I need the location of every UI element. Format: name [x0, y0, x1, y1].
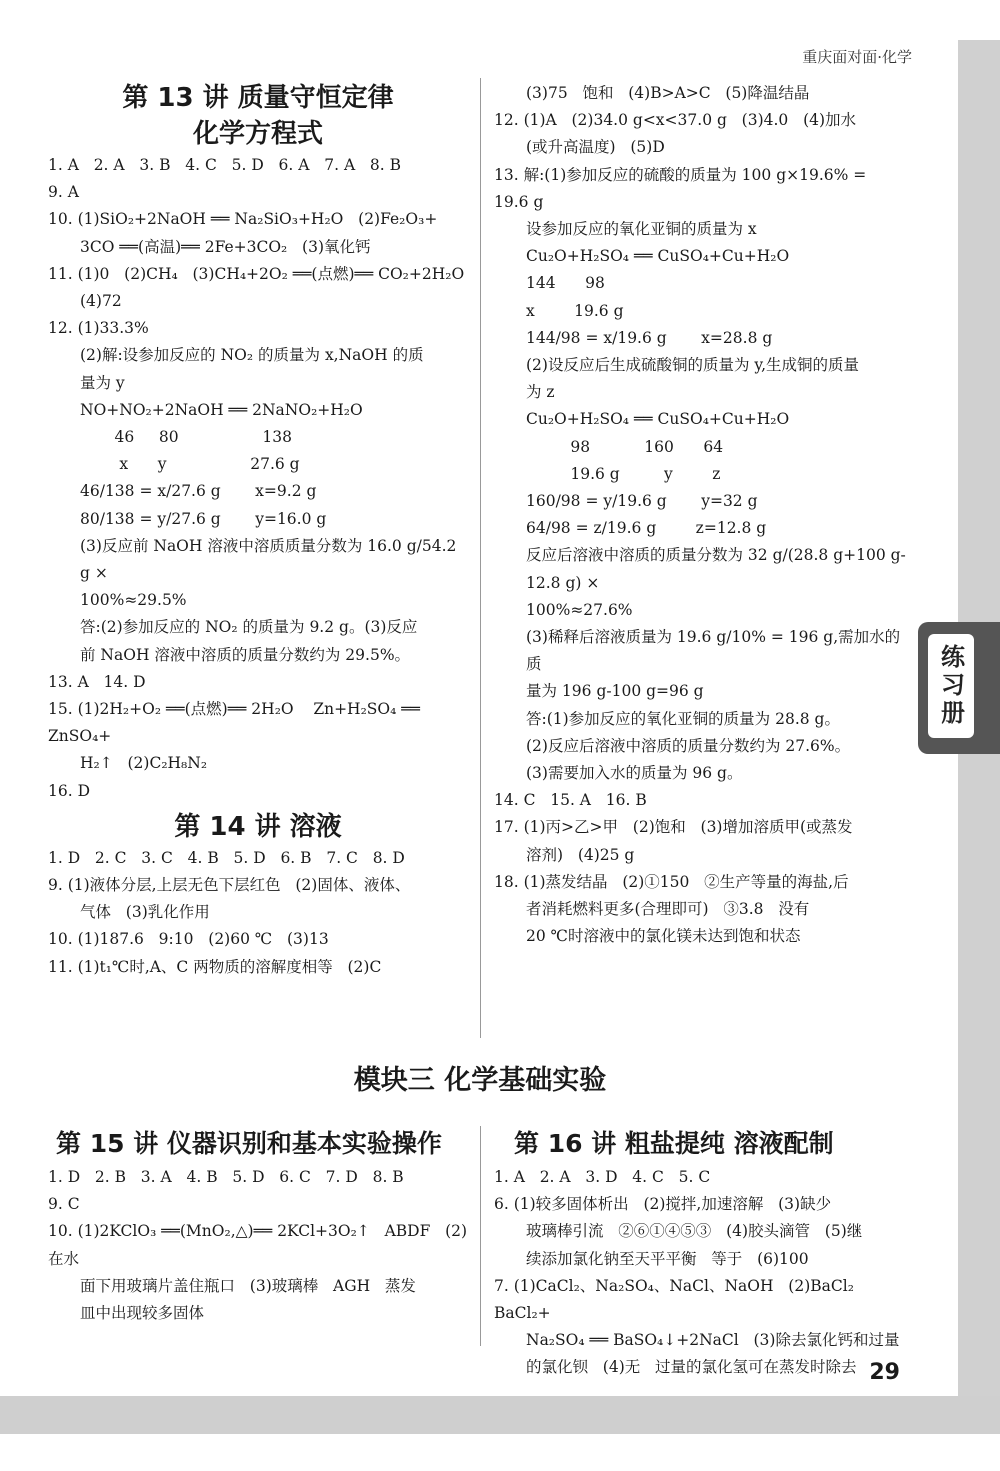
- answer-line: 18. (1)蒸发结晶 (2)①150 ②生产等量的海盐,后: [494, 872, 849, 891]
- answer-line: Cu₂O+H₂SO₄ ══ CuSO₄+Cu+H₂O: [526, 247, 790, 266]
- section-tab: [918, 622, 1000, 754]
- right-column: [494, 80, 914, 951]
- answer-line: 80/138 = y/27.6 g y=16.0 g: [80, 509, 327, 528]
- answer-line: 13. 解:(1)参加反应的硫酸的质量为 100 g×19.6% =: [494, 165, 867, 184]
- lesson-13-subtitle: 化学方程式: [192, 119, 323, 149]
- answer-line: 20 ℃时溶液中的氯化镁未达到饱和状态: [526, 927, 801, 946]
- answer-line: 9. A: [48, 183, 79, 202]
- answer-line: (4)72: [80, 292, 122, 311]
- answer-line: x y 27.6 g: [80, 455, 300, 474]
- lesson-16-title: 第 16 讲 粗盐提纯 溶液配制: [514, 1129, 834, 1158]
- running-header: 重庆面对面·化学: [802, 48, 912, 66]
- answer-line: 17. (1)丙>乙>甲 (2)饱和 (3)增加溶质甲(或蒸发: [494, 818, 853, 837]
- answer-line: 1. A 2. A 3. D 4. C 5. C: [494, 1168, 711, 1186]
- answer-line: 玻璃棒引流 ②⑥①④⑤③ (4)胶头滴管 (5)继: [526, 1222, 863, 1241]
- answer-line: 100%≈29.5%: [80, 591, 187, 610]
- left-column: [48, 80, 468, 981]
- answer-line: 144 98: [526, 274, 605, 293]
- answer-line: 皿中出现较多固体: [80, 1304, 205, 1323]
- answer-line: 6. (1)较多固体析出 (2)搅拌,加速溶解 (3)缺少: [494, 1195, 832, 1214]
- continued-answers: [494, 80, 914, 951]
- section-tab-label: 练习册: [936, 644, 965, 728]
- answer-line: Cu₂O+H₂SO₄ ══ CuSO₄+Cu+H₂O: [526, 410, 790, 429]
- answer-line: 设参加反应的氧化亚铜的质量为 x: [526, 220, 757, 239]
- answer-line: (2)解:设参加反应的 NO₂ 的质量为 x,NaOH 的质: [80, 346, 424, 365]
- answer-line: 13. A 14. D: [48, 672, 146, 691]
- answer-line: 为 z: [526, 383, 555, 402]
- answer-line: 12. (1)A (2)34.0 g<x<37.0 g (3)4.0 (4)加水: [494, 111, 857, 130]
- answer-line: (或升高温度) (5)D: [526, 138, 665, 157]
- answer-line: 64/98 = z/19.6 g z=12.8 g: [526, 519, 767, 538]
- answer-line: 15. (1)2H₂+O₂ ══(点燃)══ 2H₂O Zn+H₂SO₄ ══ ZnSO₄+: [48, 700, 425, 746]
- answer-line: 98 160 64: [526, 437, 724, 456]
- answer-line: 答:(1)参加反应的氧化亚铜的质量为 28.8 g。: [526, 709, 840, 728]
- answer-line: 1. D 2. B 3. A 4. B 5. D 6. C 7. D 8. B: [48, 1168, 404, 1186]
- answer-line: x 19.6 g: [526, 301, 624, 320]
- answer-line: 10. (1)187.6 9:10 (2)60 ℃ (3)13: [48, 930, 329, 949]
- answer-line: 46 80 138: [80, 428, 292, 447]
- answer-line: 答:(2)参加反应的 NO₂ 的质量为 9.2 g。(3)反应: [80, 618, 418, 637]
- lesson-15-answers: [48, 1164, 468, 1327]
- answer-line: 144/98 = x/19.6 g x=28.8 g: [526, 328, 773, 347]
- lesson-13-answers: [48, 152, 468, 805]
- lesson-16-column: [494, 1164, 914, 1382]
- answer-line: (3)75 饱和 (4)B>A>C (5)降温结晶: [526, 84, 810, 102]
- answer-line: 者消耗燃料更多(合理即可) ③3.8 没有: [526, 900, 810, 919]
- answer-line: 的氯化钡 (4)无 过量的氯化氢可在蒸发时除去: [526, 1358, 857, 1377]
- answer-line: 前 NaOH 溶液中溶质的质量分数约为 29.5%。: [80, 645, 411, 664]
- answer-line: 14. C 15. A 16. B: [494, 791, 647, 810]
- answer-line: 11. (1)0 (2)CH₄ (3)CH₄+2O₂ ══(点燃)══ CO₂+2H₂O: [48, 264, 465, 283]
- lesson-14-title: 第 14 讲 溶液: [174, 811, 342, 842]
- answer-line: 面下用玻璃片盖住瓶口 (3)玻璃棒 AGH 蒸发: [80, 1276, 416, 1295]
- answer-line: 16. D: [48, 781, 91, 800]
- page-number: 29: [869, 1360, 900, 1385]
- answer-line: 1. A 2. A 3. B 4. C 5. D 6. A 7. A 8. B: [48, 156, 402, 174]
- answer-line: H₂↑ (2)C₂H₈N₂: [80, 754, 208, 773]
- lesson-15-column: [48, 1164, 468, 1327]
- answer-line: 100%≈27.6%: [526, 600, 633, 619]
- column-divider: [480, 78, 481, 1038]
- answer-line: 3CO ══(高温)══ 2Fe+3CO₂ (3)氧化钙: [80, 237, 371, 256]
- answer-line: 溶剂) (4)25 g: [526, 845, 635, 864]
- answer-line: 19.6 g: [494, 192, 544, 211]
- answer-line: (3)稀释后溶液质量为 19.6 g/10% = 196 g,需加水的质: [526, 628, 901, 674]
- answer-line: 11. (1)t₁℃时,A、C 两物质的溶解度相等 (2)C: [48, 957, 382, 976]
- footer-band: [0, 1396, 1000, 1434]
- answer-line: 12. (1)33.3%: [48, 319, 149, 338]
- answer-line: 19.6 g y z: [526, 464, 721, 483]
- answer-line: (3)需要加入水的质量为 96 g。: [526, 764, 743, 783]
- answer-line: 9. C: [48, 1195, 80, 1214]
- answer-line: 10. (1)2KClO₃ ══(MnO₂,△)══ 2KCl+3O₂↑ ABDF (2)在水: [48, 1222, 468, 1268]
- module-title: 模块三 化学基础实验: [353, 1065, 607, 1096]
- answer-line: 续添加氯化钠至天平平衡 等于 (6)100: [526, 1249, 809, 1268]
- answer-line: 10. (1)SiO₂+2NaOH ══ Na₂SiO₃+H₂O (2)Fe₂O₃+: [48, 210, 438, 229]
- answer-line: 量为 196 g-100 g=96 g: [526, 682, 704, 701]
- answer-line: 气体 (3)乳化作用: [80, 903, 210, 922]
- answer-line: 160/98 = y/19.6 g y=32 g: [526, 492, 758, 511]
- answer-line: 9. (1)液体分层,上层无色下层红色 (2)固体、液体、: [48, 876, 411, 895]
- lesson-16-answers: [494, 1164, 914, 1382]
- answer-line: (2)设反应后生成硫酸铜的质量为 y,生成铜的质量: [526, 356, 860, 375]
- answer-line: (3)反应前 NaOH 溶液中溶质质量分数为 16.0 g/54.2 g ×: [80, 536, 462, 583]
- answer-line: 反应后溶液中溶质的质量分数为 32 g/(28.8 g+100 g-12.8 g) ×: [526, 546, 906, 592]
- section-tab-label-box: [928, 634, 974, 738]
- answer-line: 1. D 2. C 3. C 4. B 5. D 6. B 7. C 8. D: [48, 848, 405, 867]
- lesson-14-answers: [48, 845, 468, 981]
- answer-line: (2)反应后溶液中溶质的质量分数约为 27.6%。: [526, 736, 851, 755]
- answer-line: 46/138 = x/27.6 g x=9.2 g: [80, 482, 317, 501]
- lesson-15-title: 第 15 讲 仪器识别和基本实验操作: [56, 1129, 442, 1158]
- answer-line: NO+NO₂+2NaOH ══ 2NaNO₂+H₂O: [80, 400, 363, 419]
- answer-line: Na₂SO₄ ══ BaSO₄↓+2NaCl (3)除去氯化钙和过量: [526, 1331, 900, 1350]
- answer-line: 量为 y: [80, 373, 125, 392]
- lesson-13-title: 第 13 讲 质量守恒定律: [122, 83, 394, 113]
- answer-line: 7. (1)CaCl₂、Na₂SO₄、NaCl、NaOH (2)BaCl₂ BaCl₂+: [494, 1276, 869, 1323]
- column-divider-bottom: [480, 1126, 481, 1346]
